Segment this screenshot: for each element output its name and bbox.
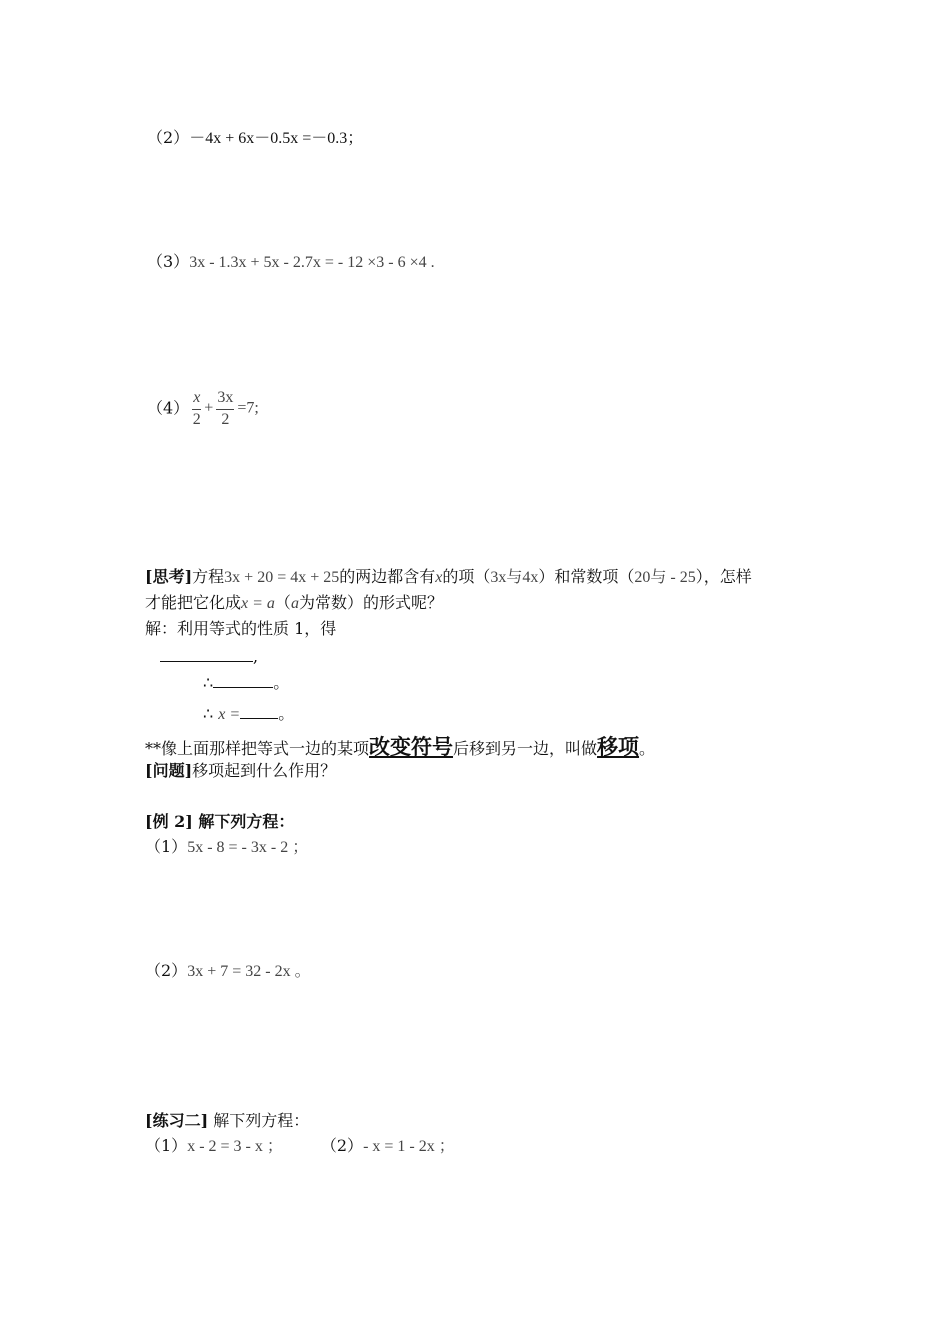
- terms: 3x与4x: [490, 569, 539, 586]
- exercise-label: （1）: [145, 837, 188, 856]
- exercise-3: [147, 251, 435, 274]
- therefore-symbol: ∴: [203, 673, 214, 692]
- exercise-2: [147, 127, 363, 150]
- exercise-label: （2）: [147, 128, 190, 147]
- text: 移项起到什么作用？: [192, 761, 337, 780]
- fraction-1: [192, 388, 201, 430]
- exercise-label: （3）: [147, 252, 190, 271]
- variable: a: [290, 595, 299, 612]
- equation: 3x + 7 = 32 - 2x 。: [187, 963, 311, 980]
- equation-rhs: =7;: [237, 399, 259, 417]
- text: 后移到另一边，叫做: [453, 739, 598, 758]
- numerator: 3x: [216, 388, 234, 410]
- exercise-label: （2）: [320, 1136, 364, 1155]
- think-line-1: [145, 566, 752, 589]
- text: ），怎样: [695, 567, 752, 586]
- target-form: x = a: [241, 595, 275, 612]
- practice-2-questions: [145, 1135, 455, 1158]
- text: 方程: [192, 567, 225, 586]
- transposition-note: [145, 736, 655, 760]
- text: **像上面那样把等式一边的某项: [145, 739, 370, 758]
- text: 。: [273, 673, 290, 692]
- text: ,: [253, 647, 259, 666]
- numerator: x: [192, 388, 201, 410]
- keyword: 移项: [597, 735, 640, 759]
- think-line-2: [145, 592, 443, 615]
- answer-blank[interactable]: [240, 702, 278, 719]
- keyword: 改变符号: [369, 735, 454, 759]
- example-2-q2: [145, 960, 311, 983]
- text: 。: [639, 739, 656, 758]
- answer-blank[interactable]: [160, 645, 253, 662]
- fraction-2: [216, 388, 234, 430]
- question-tag: [问题]: [145, 761, 193, 780]
- solution-intro: 解：利用等式的性质 1，得: [145, 619, 337, 638]
- denominator: 2: [221, 410, 230, 428]
- solution-step-3: [203, 702, 294, 726]
- solution-step-2: [203, 671, 289, 694]
- equation: 5x - 8 = - 3x - 2 ；: [187, 839, 309, 856]
- example-2-q1: [145, 836, 308, 859]
- plus-sign: +: [204, 399, 214, 417]
- therefore-symbol: ∴: [203, 704, 214, 723]
- text: 为常数）的形式呢？: [298, 593, 443, 612]
- exercise-label: （4）: [147, 398, 190, 418]
- question-line: [145, 760, 336, 782]
- variable: x: [435, 569, 443, 586]
- equation: x - 2 = 3 - x ；: [187, 1138, 283, 1155]
- example-2-title: [例 2] 解下列方程：: [145, 812, 295, 831]
- denominator: 2: [192, 410, 201, 428]
- equation: 3x - 1.3x + 5x - 2.7x = - 12 ×3 - 6 ×4 .: [189, 254, 435, 271]
- text: 才能把它化成: [145, 593, 242, 612]
- equation: －4x + 6x－0.5x =－0.3；: [189, 130, 364, 147]
- text: 。: [278, 704, 295, 723]
- equation: - x = 1 - 2x ；: [363, 1138, 455, 1155]
- exercise-4: [147, 386, 259, 431]
- exercise-label: （2）: [145, 961, 188, 980]
- text: 的项（: [442, 567, 491, 586]
- think-tag: [思考]: [145, 567, 193, 586]
- solution-step-1: [160, 645, 258, 668]
- text: ）和常数项（: [538, 567, 635, 586]
- practice-tag: [练习二]: [145, 1111, 209, 1130]
- answer-blank[interactable]: [213, 671, 273, 688]
- text: （: [274, 593, 291, 612]
- equation: x =: [218, 706, 241, 723]
- equation: 3x + 20 = 4x + 25: [224, 569, 340, 586]
- exercise-label: （1）: [145, 1136, 188, 1155]
- practice-2-title: [145, 1110, 309, 1132]
- constants: 20与 - 25: [634, 569, 696, 586]
- text: 的两边都含有: [339, 567, 436, 586]
- text: 解下列方程：: [208, 1111, 310, 1130]
